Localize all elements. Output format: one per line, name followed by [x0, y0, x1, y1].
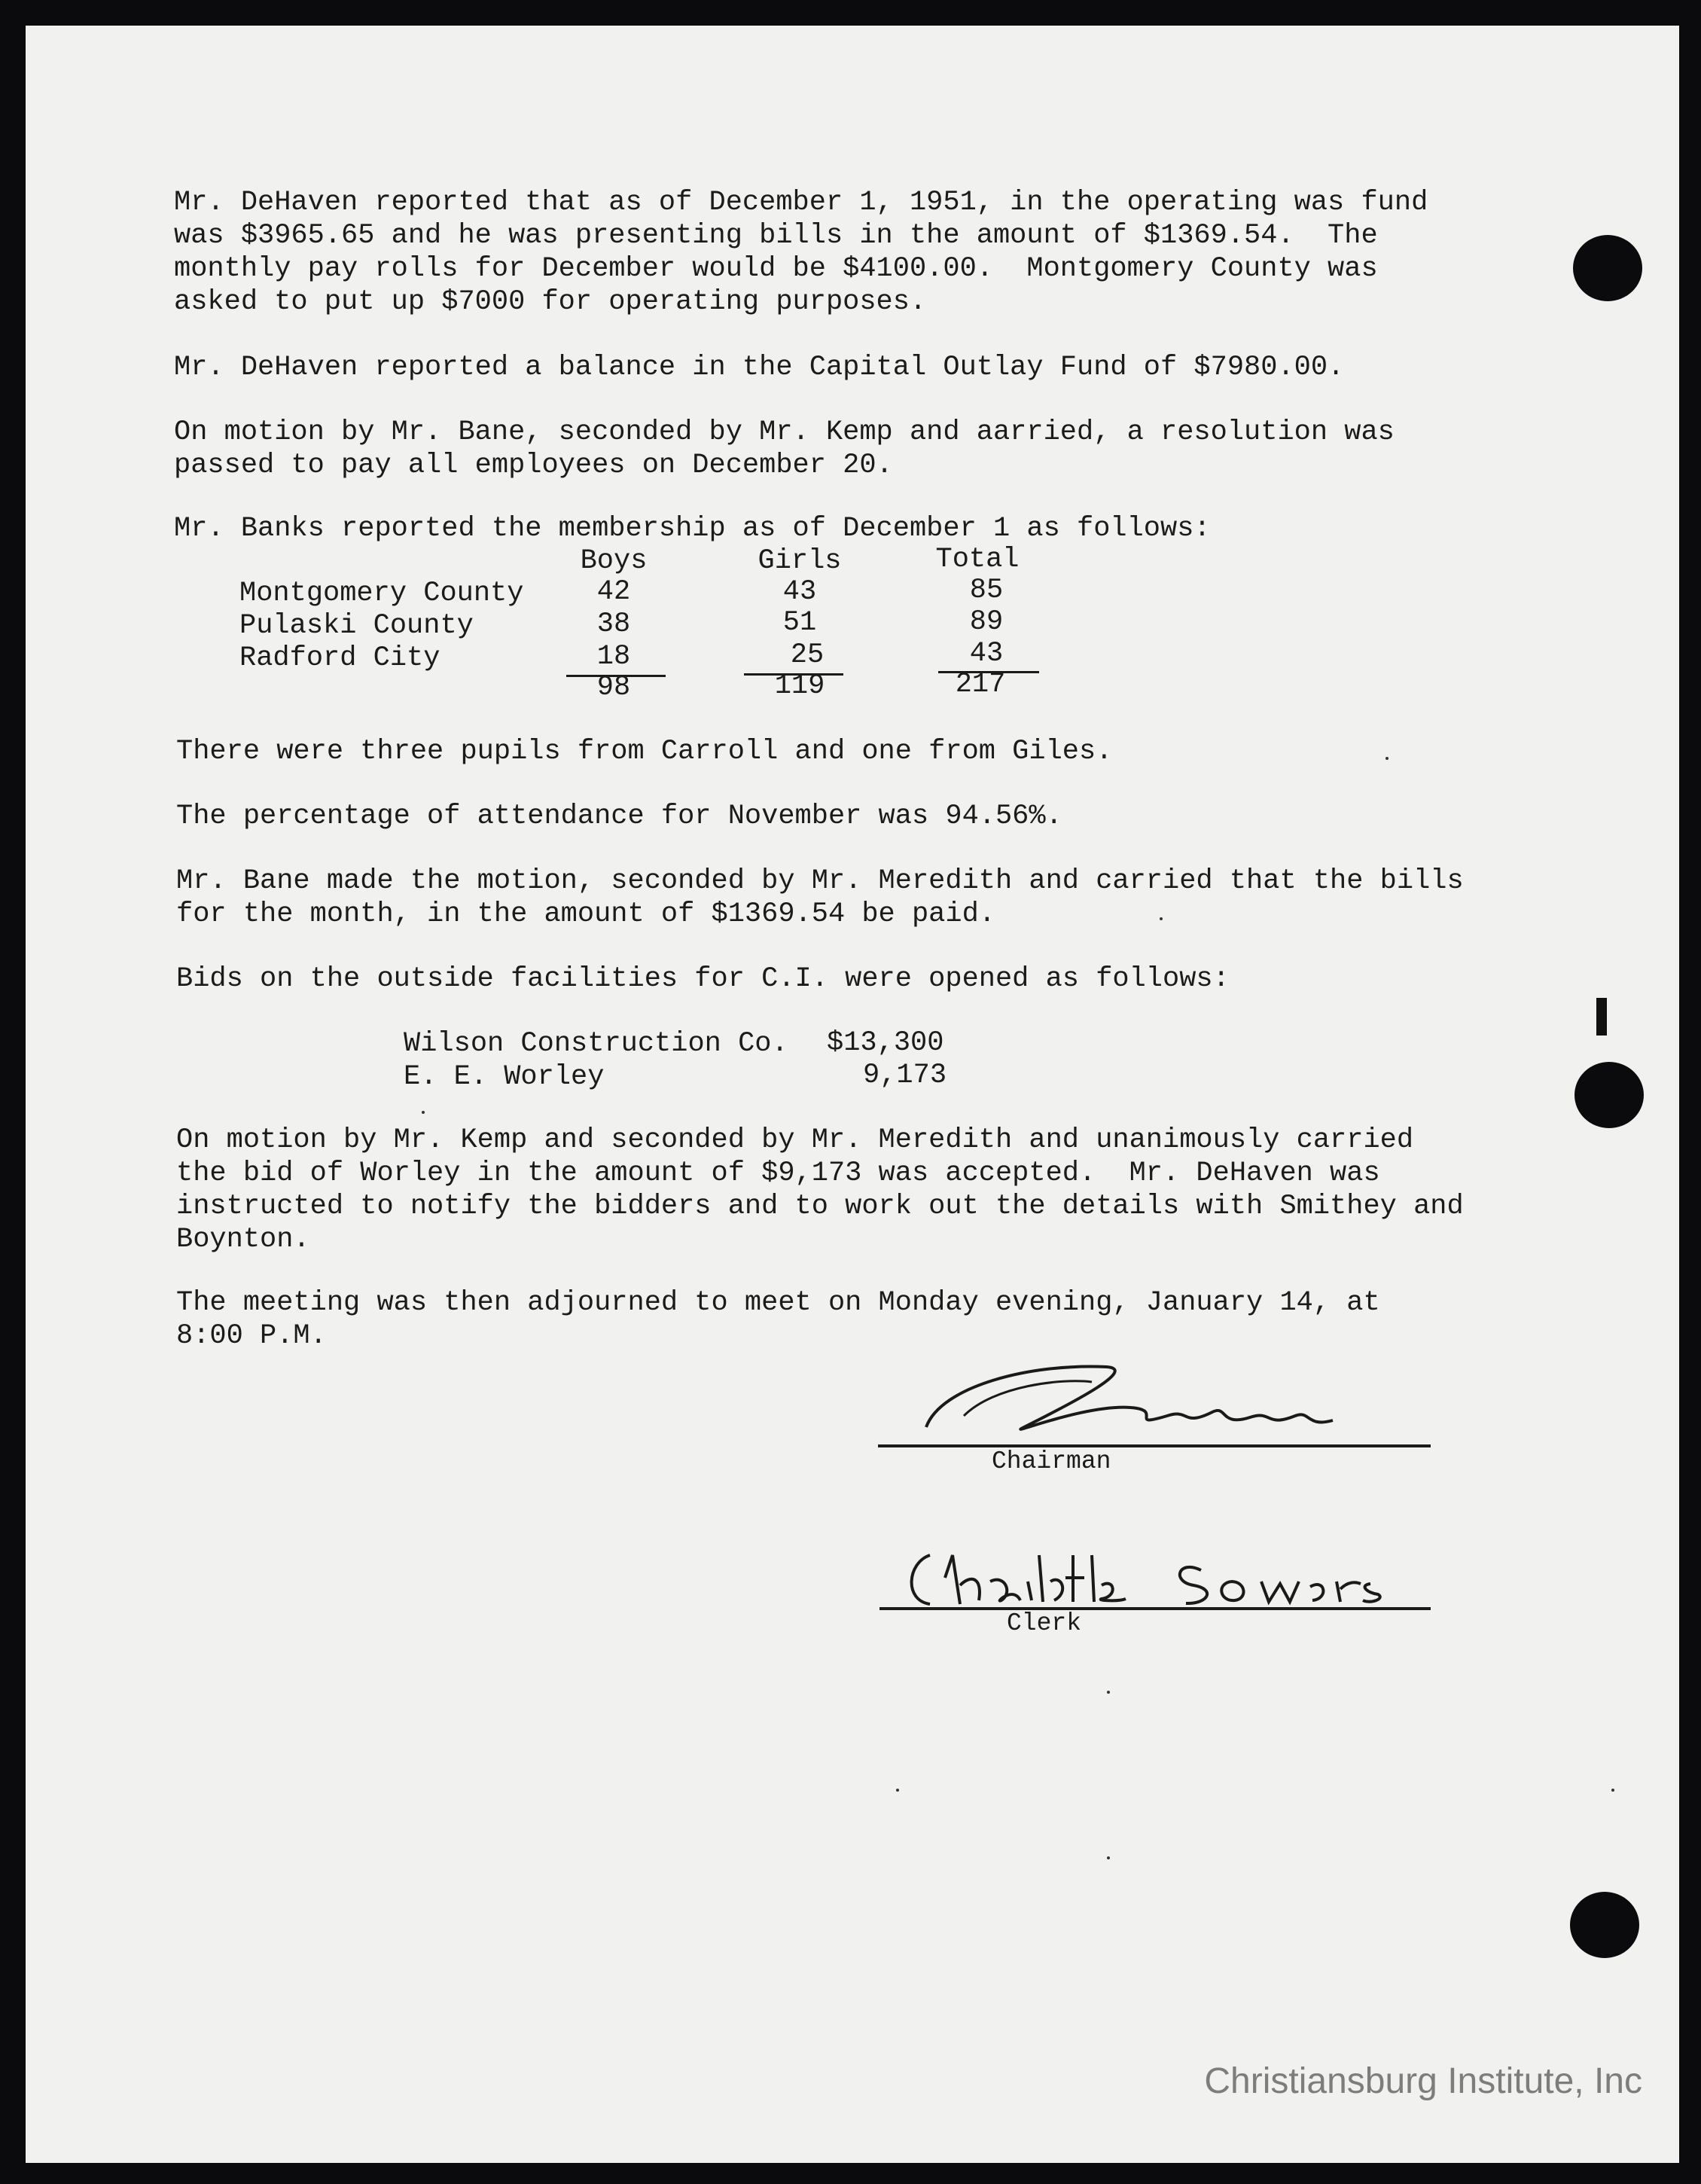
paragraph-bids-intro: Bids on the outside facilities for C.I. were opened as follows:: [176, 963, 1230, 995]
paragraph-pay-resolution: On motion by Mr. Bane, seconded by Mr. Kemp and aarried, a resolution was passed to pay all employees on December 20.: [174, 416, 1395, 481]
binder-hole: [1570, 1892, 1639, 1958]
clerk-line: [879, 1607, 1431, 1610]
total-girls: 119: [774, 670, 825, 702]
header-total: Total: [935, 544, 1020, 575]
row-name: Pulaski County: [239, 610, 474, 642]
speck: [1107, 1691, 1110, 1694]
paragraph-carroll-giles: There were three pupils from Carroll and one from Giles.: [176, 736, 1113, 767]
total-boys: 98: [596, 672, 631, 703]
bid-amount: $13,300: [827, 1027, 944, 1059]
speck: [896, 1789, 899, 1792]
header-boys: Boys: [580, 545, 648, 577]
cell-girls: 51: [782, 607, 817, 639]
binder-hole: [1574, 1062, 1644, 1128]
paragraph-bills-motion: Mr. Bane made the motion, seconded by Mr. Meredith and carried that the bills for the month, in the amount of $1369.54 be paid.: [176, 865, 1464, 930]
speck: [422, 1111, 425, 1114]
speck: [1107, 1856, 1110, 1859]
header-girls: Girls: [758, 545, 842, 577]
cell-girls: 43: [782, 576, 817, 608]
row-name: Montgomery County: [239, 578, 524, 609]
bid-bidder: Wilson Construction Co.: [404, 1028, 788, 1060]
document-page: [26, 26, 1679, 2163]
cell-total: 89: [969, 606, 1004, 638]
paragraph-membership-intro: Mr. Banks reported the membership as of December 1 as follows:: [174, 513, 1211, 544]
chairman-label: Chairman: [992, 1447, 1111, 1475]
clerk-label: Clerk: [1007, 1609, 1082, 1637]
cell-boys: 18: [596, 641, 631, 673]
speck: [1160, 917, 1163, 920]
binder-mark: [1596, 998, 1607, 1036]
chairman-line: [878, 1444, 1431, 1447]
paragraph-worley-motion: On motion by Mr. Kemp and seconded by Mr. Meredith and unanimously carried the bid of Worley in the amount of $9,173 was accepted. Mr. DeHaven was instructed to notify the bidders and to work out the details with Smithey and Boynton.: [176, 1124, 1464, 1255]
cell-total: 85: [969, 575, 1004, 606]
paragraph-operating-fund: Mr. DeHaven reported that as of December 1, 1951, in the operating was fund was $3965.65 and he was presenting bills in the amount of $1369.54. The monthly pay rolls for December would be $4100.00. Montgomery County was asked to put up $7000 for operating purposes.: [174, 187, 1428, 318]
binder-hole: [1573, 235, 1642, 301]
bid-bidder: E. E. Worley: [404, 1061, 605, 1093]
cell-boys: 38: [596, 609, 631, 640]
cell-total: 43: [969, 638, 1004, 670]
total-total: 217: [955, 669, 1006, 700]
speck: [1611, 1789, 1614, 1792]
chairman-signature: [911, 1356, 1378, 1446]
cell-girls: 25: [790, 639, 825, 671]
paragraph-capital-outlay: Mr. DeHaven reported a balance in the Capital Outlay Fund of $7980.00.: [174, 352, 1345, 383]
bid-amount: 9,173: [863, 1060, 947, 1091]
speck: [1385, 757, 1389, 760]
clerk-signature: [900, 1540, 1442, 1615]
cell-boys: 42: [596, 576, 631, 608]
paragraph-adjournment: The meeting was then adjourned to meet on Monday evening, January 14, at 8:00 P.M.: [176, 1287, 1380, 1352]
row-name: Radford City: [239, 642, 440, 674]
paragraph-attendance: The percentage of attendance for November was 94.56%.: [176, 801, 1062, 832]
watermark: Christiansburg Institute, Inc: [1204, 2061, 1642, 2101]
